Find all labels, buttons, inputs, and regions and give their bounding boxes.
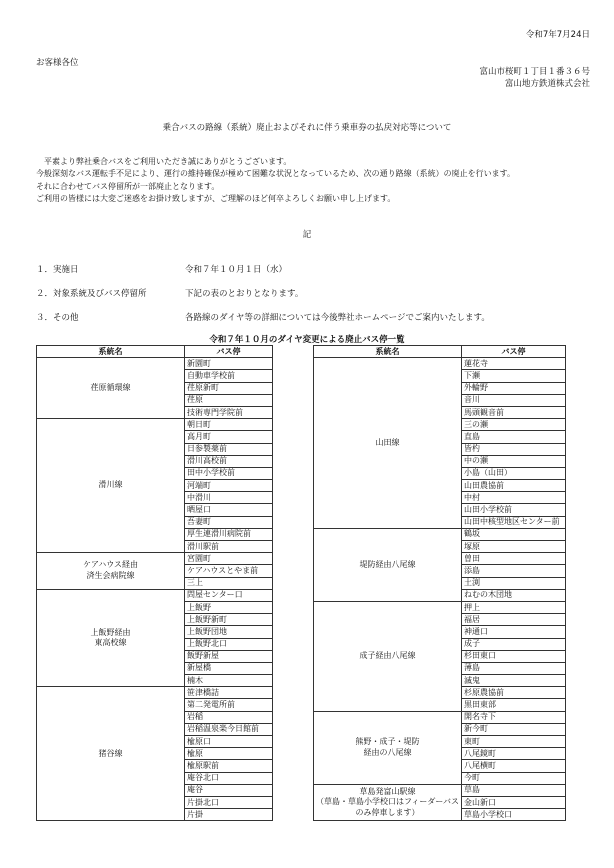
route-name: 堤防経由八尾線 [314,528,462,601]
stop-name: 新屋橋 [185,662,273,674]
item-2-label: ２．対象系統及びバス停留所 [36,289,147,299]
stop-name: 下瀬 [462,370,566,382]
stop-name: 厚生連滑川病院前 [185,528,273,540]
stop-name: 滅鬼 [462,675,566,687]
body-text [36,156,515,205]
table-row [37,358,273,370]
table-row [37,589,273,601]
stop-name: 楠木 [185,675,273,687]
abolished-stops-table-right [313,345,566,821]
stop-name: 楡原 [185,748,273,760]
ki-heading: 記 [302,230,312,240]
route-name: 荏原循環線 [37,358,185,419]
route-name: 熊野・成子・堤防 経由の八尾線 [314,711,462,784]
stop-name: 福居 [462,614,566,626]
stop-name: 問屋センター口 [185,589,273,601]
body-line: 平素より弊社乗合バスをご利用いただき誠にありがとうございます。 [36,157,292,166]
table-row [314,711,566,723]
table-row [37,687,273,699]
stop-name: 庵谷北口 [185,772,273,784]
stop-name: 鶴坂 [462,528,566,540]
stop-name: 直島 [462,431,566,443]
stop-name: 中滑川 [185,492,273,504]
addressee: お客様各位 [36,58,79,68]
route-name: ケアハウス経由 済生会病院線 [37,553,185,590]
table-row [37,553,273,565]
stop-name: 楡原駅前 [185,760,273,772]
stop-name: 晒屋口 [185,504,273,516]
stop-name: 岩稲温泉楽今日館前 [185,723,273,735]
stop-name: 黒田東部 [462,699,566,711]
stop-name: 八尾横町 [462,760,566,772]
stop-name: 新園町 [185,358,273,370]
stop-name: 荏原 [185,394,273,406]
stop-name: 曽田 [462,553,566,565]
stop-name: 上飯野北口 [185,638,273,650]
header-route: 系統名 [314,346,462,358]
route-name: 滑川線 [37,419,185,553]
stop-name: 吾妻町 [185,516,273,528]
stop-name: 金山新口 [462,796,566,808]
stop-name: 音川 [462,394,566,406]
route-name: 猪谷線 [37,687,185,821]
stop-name: 八尾鏡町 [462,748,566,760]
header-stop: バス停 [462,346,566,358]
stop-name: 第二発電所前 [185,699,273,711]
stop-name: 上飯野新町 [185,614,273,626]
table-row [314,358,566,370]
route-name: 草島発富山駅線 （草島・草島小学校口はフィーダーバス のみ停車します） [314,784,462,821]
stop-name: 外輪野 [462,382,566,394]
stop-name: 片掛 [185,809,273,821]
document-date: 令和7年7月24日 [525,30,590,40]
item-3-value: 各路線のダイヤ等の詳細については今後弊社ホームページでご案内いたします。 [185,313,490,323]
stop-name: 押上 [462,601,566,613]
stop-name: 三上 [185,577,273,589]
stop-name: 自動車学校前 [185,370,273,382]
table-row [314,528,566,540]
stop-name: ケアハウスとやま前 [185,565,273,577]
document-subject: 乗合バスの路線（系統）廃止およびそれに伴う乗車券の払戻対応等について [162,123,452,133]
stop-name: 薄島 [462,662,566,674]
sender-company: 富山地方鉄道株式会社 [504,79,590,89]
item-1-value: 令和７年１０月１日（水） [185,265,288,275]
stop-name: 荏原新町 [185,382,273,394]
stop-name: 今町 [462,772,566,784]
item-2-value: 下記の表のとおりとなります。 [185,289,304,299]
stop-name: 草島小学校口 [462,809,566,821]
stop-name: 草島 [462,784,566,796]
stop-name: 飯野新屋 [185,650,273,662]
stop-name: 塚原 [462,541,566,553]
stop-name: 片掛北口 [185,796,273,808]
stop-name: 杉田東口 [462,650,566,662]
item-1-label: １．実施日 [36,265,79,275]
stop-name: 楡原口 [185,736,273,748]
stop-name: 土渕 [462,577,566,589]
table-title: 令和７年１０月のダイヤ変更による廃止バス停一覧 [209,335,405,345]
stop-name: 杉原農協前 [462,687,566,699]
table-row [314,601,566,613]
stop-name: 技術専門学院前 [185,406,273,418]
item-3-label: ３．その他 [36,313,79,323]
route-name: 成子経由八尾線 [314,601,462,711]
table-row [37,419,273,431]
stop-name: 神通口 [462,626,566,638]
stop-name: 成子 [462,638,566,650]
stop-name: 三の瀬 [462,419,566,431]
stop-name: 山田農協前 [462,480,566,492]
sender-block [479,66,590,90]
stop-name: 馬頭観音前 [462,406,566,418]
body-line: 今般深刻なバス運転手不足により、運行の維持確保が極めて困難な状況となっているため、次の通り路線（系統）の廃止を行います。 [36,169,516,179]
header-stop: バス停 [185,346,273,358]
stop-name: 庵谷 [185,784,273,796]
stop-name: 東町 [462,736,566,748]
stop-name: 高月町 [185,431,273,443]
body-line: ご利用の皆様には大変ご迷惑をお掛け致しますが、ご理解のほど何卒よろしくお願い申し上げます。 [36,193,396,203]
stop-name: 滑川高校前 [185,455,273,467]
stop-name: 山田中核型地区センター前 [462,516,566,528]
stop-name: 河端町 [185,480,273,492]
body-line: それに合わせてバス停留所が一部廃止となります。 [36,181,220,191]
route-name: 山田線 [314,358,462,529]
route-name: 上飯野経由 東高校線 [37,589,185,687]
stop-name: 笹津橋詰 [185,687,273,699]
stop-name: 小島（山田） [462,467,566,479]
stop-name: 田中小学校前 [185,467,273,479]
stop-name: 岩稲 [185,711,273,723]
sender-address: 富山市桜町１丁目１番３６号 [479,67,590,77]
stop-name: 上飯野団地 [185,626,273,638]
header-route: 系統名 [37,346,185,358]
stop-name: 蓮花寺 [462,358,566,370]
stop-name: 朝日町 [185,419,273,431]
abolished-stops-table-left [36,345,273,821]
stop-name: 新今町 [462,723,566,735]
stop-name: 皆杓 [462,443,566,455]
stop-name: 上飯野 [185,601,273,613]
stop-name: 添島 [462,565,566,577]
stop-name: 日参製薬前 [185,443,273,455]
stop-name: 宮園町 [185,553,273,565]
stop-name: 中の瀬 [462,455,566,467]
table-row [314,784,566,796]
stop-name: 中村 [462,492,566,504]
stop-name: ねむの木団地 [462,589,566,601]
stop-name: 滑川駅前 [185,541,273,553]
stop-name: 山田小学校前 [462,504,566,516]
stop-name: 開名寺下 [462,711,566,723]
